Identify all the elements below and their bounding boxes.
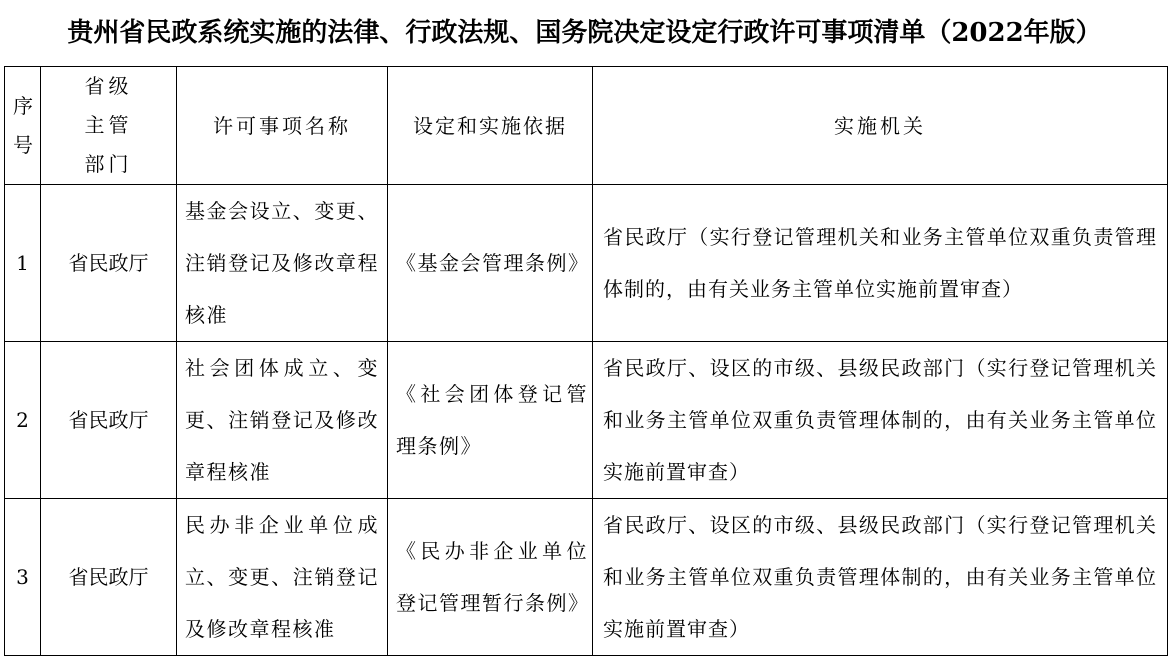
cell-permit-item: 社会团体成立、变更、注销登记及修改章程核准 (177, 342, 388, 499)
cell-permit-item: 基金会设立、变更、注销登记及修改章程核准 (177, 185, 388, 342)
header-permit-item-name: 许可事项名称 (177, 67, 388, 185)
cell-department: 省民政厅 (41, 499, 177, 656)
document-title: 贵州省民政系统实施的法律、行政法规、国务院决定设定行政许可事项清单（2022年版） (67, 18, 1102, 48)
cell-implementing-agency: 省民政厅（实行登记管理机关和业务主管单位双重负责管理体制的，由有关业务主管单位实施前置审查） (593, 185, 1168, 342)
permit-items-table (4, 66, 1168, 656)
cell-implementing-agency: 省民政厅、设区的市级、县级民政部门（实行登记管理机关和业务主管单位双重负责管理体制的，由有关业务主管单位实施前置审查） (593, 342, 1168, 499)
cell-department: 省民政厅 (41, 185, 177, 342)
header-legal-basis: 设定和实施依据 (388, 67, 593, 185)
cell-permit-item: 民办非企业单位成立、变更、注销登记及修改章程核准 (177, 499, 388, 656)
cell-implementing-agency: 省民政厅、设区的市级、县级民政部门（实行登记管理机关和业务主管单位双重负责管理体制的，由有关业务主管单位实施前置审查） (593, 499, 1168, 656)
header-serial-number: 序号 (5, 67, 41, 185)
table-row (5, 342, 1168, 499)
header-implementing-agency: 实施机关 (593, 67, 1168, 185)
cell-serial-number: 3 (5, 499, 41, 656)
cell-department: 省民政厅 (41, 342, 177, 499)
table-row (5, 499, 1168, 656)
cell-legal-basis: 《基金会管理条例》 (388, 185, 593, 342)
table-header-row (5, 67, 1168, 185)
cell-legal-basis: 《民办非企业单位登记管理暂行条例》 (388, 499, 593, 656)
cell-serial-number: 2 (5, 342, 41, 499)
header-provincial-department: 省级主管部门 (41, 67, 177, 185)
table-row (5, 185, 1168, 342)
cell-serial-number: 1 (5, 185, 41, 342)
cell-legal-basis: 《社会团体登记管理条例》 (388, 342, 593, 499)
